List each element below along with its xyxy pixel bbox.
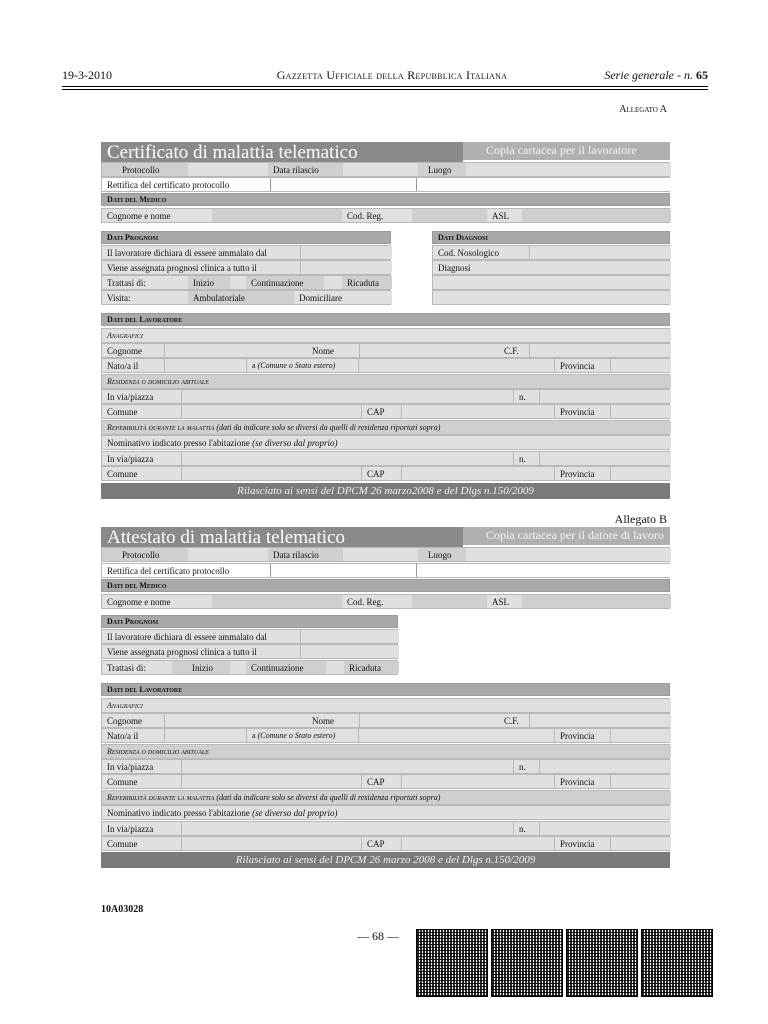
barcode-image xyxy=(491,929,563,997)
visita-label: Visita: xyxy=(102,291,188,304)
cognome-row xyxy=(101,343,670,358)
cf-field[interactable] xyxy=(529,714,671,727)
luogo-field[interactable] xyxy=(466,163,671,176)
provincia-field[interactable] xyxy=(610,405,671,418)
luogo-nascita-field[interactable] xyxy=(358,359,554,372)
comune-row xyxy=(101,774,670,789)
cap-label: CAP xyxy=(361,405,401,418)
cognome-field[interactable] xyxy=(164,714,307,727)
reperibilita-label: Reperibilità durante la malattia (dati da indicare solo se diversi da quelli di residenza riportati sopra) xyxy=(102,421,671,434)
numero-field[interactable] xyxy=(539,452,671,465)
comune-stato-label: a (Comune o Stato estero) xyxy=(246,729,358,742)
via-row xyxy=(101,389,670,404)
cap-field[interactable] xyxy=(401,467,554,480)
in-via-field[interactable] xyxy=(181,760,513,773)
residenza-label: Residenza o domicilio abituale xyxy=(102,375,671,388)
cognome-label: Cognome xyxy=(102,344,164,357)
rettifica-field[interactable] xyxy=(270,564,417,577)
asl-field[interactable] xyxy=(522,209,671,222)
cognome-nome-field[interactable] xyxy=(212,595,342,608)
provincia-field[interactable] xyxy=(610,467,671,480)
diagnosi-row-1 xyxy=(432,245,670,260)
section-dati-medico: Dati del Medico xyxy=(101,193,670,206)
dichiara-field[interactable] xyxy=(300,630,399,643)
rettifica-field[interactable] xyxy=(270,178,417,191)
medico-row xyxy=(101,594,670,609)
attestato-form xyxy=(101,527,670,870)
nome-field[interactable] xyxy=(359,714,499,727)
section-dati-prognosi: Dati Prognosi xyxy=(101,615,398,628)
in-via-label: In via/piazza xyxy=(102,390,181,403)
cf-field[interactable] xyxy=(529,344,671,357)
nominativo-label: Nominativo indicato presso l'abitazione (se diverso dal proprio) xyxy=(102,806,402,819)
comune-label: Comune xyxy=(102,775,181,788)
diagnosi-label: Diagnosi xyxy=(433,261,671,274)
dichiara-label: Il lavoratore dichiara di essere ammalato dal xyxy=(102,630,300,643)
cognome-nome-label: Cognome e nome xyxy=(102,595,212,608)
barcode-image xyxy=(641,929,713,997)
luogo-nascita-field[interactable] xyxy=(358,729,554,742)
section-dati-medico: Dati del Medico xyxy=(101,579,670,592)
rettifica-row xyxy=(101,177,670,192)
nato-il-field[interactable] xyxy=(164,359,246,372)
rettifica-row xyxy=(101,563,670,578)
copy-note: Copia cartacea per il lavoratore xyxy=(463,142,670,160)
cod-nosologico-field[interactable] xyxy=(529,246,671,259)
provincia-field[interactable] xyxy=(610,359,671,372)
header-journal: Gazzetta Ufficiale della Repubblica Italiana xyxy=(276,68,508,82)
reperibilita-row xyxy=(101,790,670,805)
rettifica-label: Rettifica del certificato protocollo xyxy=(102,564,270,577)
via-row-2 xyxy=(101,821,670,836)
diagnosi-row-4[interactable] xyxy=(432,290,670,305)
data-rilascio-label: Data rilascio xyxy=(268,163,343,176)
in-via-field[interactable] xyxy=(181,822,513,835)
provincia-label: Provincia xyxy=(554,467,610,480)
reperibilita-label: Reperibilità durante la malattia (dati da indicare solo se diversi da quelli di residenza riportati sopra) xyxy=(102,791,671,804)
allegato-a-label: Allegato A xyxy=(619,104,667,115)
comune-label: Comune xyxy=(102,467,181,480)
empty-cell xyxy=(230,661,246,674)
barcode-image xyxy=(416,929,488,997)
comune-field[interactable] xyxy=(181,467,361,480)
data-rilascio-label: Data rilascio xyxy=(268,548,343,561)
nominativo-row xyxy=(101,435,670,450)
barcode-image xyxy=(566,929,638,997)
anagrafici-row xyxy=(101,328,670,343)
cod-reg-label: Cod. Reg. xyxy=(342,209,412,222)
medico-row xyxy=(101,208,670,223)
cognome-nome-field[interactable] xyxy=(212,209,342,222)
trattasi-label: Trattasi di: xyxy=(102,661,188,674)
numero-field[interactable] xyxy=(539,760,671,773)
numero-field[interactable] xyxy=(539,390,671,403)
header-series: Serie generale - n. 65 xyxy=(604,68,708,82)
empty-cell xyxy=(417,178,671,191)
numero-label: n. xyxy=(513,760,539,773)
nome-field[interactable] xyxy=(359,344,499,357)
empty-cell xyxy=(230,276,246,289)
cap-field[interactable] xyxy=(401,837,554,850)
protocollo-label: Protocollo xyxy=(102,163,188,176)
numero-field[interactable] xyxy=(539,822,671,835)
provincia-field[interactable] xyxy=(610,775,671,788)
protocollo-label: Protocollo xyxy=(102,548,188,561)
nato-row xyxy=(101,728,670,743)
nato-il-label: Nato/a il xyxy=(102,359,164,372)
cap-label: CAP xyxy=(361,775,401,788)
empty-cell xyxy=(417,564,671,577)
comune-stato-label: a (Comune o Stato estero) xyxy=(246,359,358,372)
prognosi-row-2 xyxy=(101,644,398,659)
empty-cell xyxy=(326,661,344,674)
data-rilascio-field[interactable] xyxy=(343,163,418,176)
nato-il-field[interactable] xyxy=(164,729,246,742)
data-rilascio-field[interactable] xyxy=(343,548,418,561)
section-dati-diagnosi: Dati Diagnosi xyxy=(432,231,670,244)
anagrafici-row xyxy=(101,698,670,713)
nominativo-field[interactable] xyxy=(402,436,671,449)
cod-nosologico-label: Cod. Nosologico xyxy=(433,246,529,259)
diagnosi-row-2 xyxy=(432,260,670,275)
comune-label: Comune xyxy=(102,405,181,418)
diagnosi-row-3[interactable] xyxy=(432,275,670,290)
header-rule xyxy=(62,89,708,90)
document-code: 10A03028 xyxy=(101,904,144,915)
protocollo-field[interactable] xyxy=(188,548,268,561)
section-dati-lavoratore: Dati del Lavoratore xyxy=(101,683,670,696)
trattasi-row xyxy=(101,660,398,675)
prognosi-label: Viene assegnata prognosi clinica a tutto il xyxy=(102,261,300,274)
ricaduta-option[interactable]: Ricaduta xyxy=(342,276,392,289)
empty-cell xyxy=(433,276,671,289)
residenza-row xyxy=(101,374,670,389)
provincia-label: Provincia xyxy=(554,405,610,418)
inizio-option[interactable]: Inizio xyxy=(188,276,230,289)
cod-reg-label: Cod. Reg. xyxy=(342,595,412,608)
trattasi-label: Trattasi di: xyxy=(102,276,188,289)
provincia-label: Provincia xyxy=(554,359,610,372)
prognosi-field[interactable] xyxy=(300,645,399,658)
comune-row xyxy=(101,404,670,419)
empty-cell xyxy=(324,276,342,289)
cognome-nome-label: Cognome e nome xyxy=(102,209,212,222)
header-rule xyxy=(62,86,708,87)
nato-row xyxy=(101,358,670,373)
provincia-label: Provincia xyxy=(554,837,610,850)
comune-field[interactable] xyxy=(181,837,361,850)
in-via-field[interactable] xyxy=(181,452,513,465)
cap-field[interactable] xyxy=(401,775,554,788)
domiciliare-option[interactable]: Domiciliare xyxy=(294,291,392,304)
in-via-label: In via/piazza xyxy=(102,822,181,835)
residenza-row xyxy=(101,744,670,759)
cap-field[interactable] xyxy=(401,405,554,418)
luogo-label: Luogo xyxy=(418,163,466,176)
protocollo-field[interactable] xyxy=(188,163,268,176)
section-dati-lavoratore: Dati del Lavoratore xyxy=(101,313,670,326)
asl-field[interactable] xyxy=(522,595,671,608)
prognosi-row-1 xyxy=(101,629,398,644)
empty-cell xyxy=(433,291,671,304)
visita-row xyxy=(101,290,391,305)
numero-label: n. xyxy=(513,452,539,465)
comune-row-2 xyxy=(101,836,670,851)
form-footer: Rilasciato ai sensi del DPCM 26 marzo 2008 e del Dlgs n.150/2009 xyxy=(101,852,670,868)
prognosi-row-2 xyxy=(101,260,391,275)
ambulatoriale-option[interactable]: Ambulatoriale xyxy=(188,291,294,304)
prognosi-label: Viene assegnata prognosi clinica a tutto il xyxy=(102,645,300,658)
provincia-field[interactable] xyxy=(610,729,671,742)
via-row xyxy=(101,759,670,774)
in-via-field[interactable] xyxy=(181,390,513,403)
protocol-row xyxy=(101,162,670,177)
cap-label: CAP xyxy=(361,467,401,480)
cf-label: C.F. xyxy=(499,714,529,727)
comune-field[interactable] xyxy=(181,405,361,418)
in-via-label: In via/piazza xyxy=(102,760,181,773)
form-title: Attestato di malattia telematico xyxy=(101,527,463,549)
provincia-label: Provincia xyxy=(554,729,610,742)
provincia-field[interactable] xyxy=(610,837,671,850)
allegato-b-label: Allegato B xyxy=(614,512,667,526)
inizio-option[interactable]: Inizio xyxy=(172,661,230,674)
in-via-label: In via/piazza xyxy=(102,452,181,465)
cf-label: C.F. xyxy=(499,344,529,357)
certificato-form xyxy=(101,142,670,500)
rettifica-label: Rettifica del certificato protocollo xyxy=(102,178,270,191)
section-dati-prognosi: Dati Prognosi xyxy=(101,231,391,244)
form-footer: Rilasciato ai sensi del DPCM 26 marzo2008 e del Dlgs n.150/2009 xyxy=(101,483,670,499)
luogo-field[interactable] xyxy=(466,548,671,561)
luogo-label: Luogo xyxy=(418,548,466,561)
asl-label: ASL xyxy=(487,595,522,608)
ricaduta-option[interactable]: Ricaduta xyxy=(344,661,399,674)
nome-label: Nome xyxy=(307,344,359,357)
numero-label: n. xyxy=(513,822,539,835)
asl-label: ASL xyxy=(487,209,522,222)
page-number: — 68 — xyxy=(357,929,399,943)
comune-field[interactable] xyxy=(181,775,361,788)
trattasi-row xyxy=(101,275,391,290)
protocol-row xyxy=(101,547,670,562)
nato-il-label: Nato/a il xyxy=(102,729,164,742)
comune-label: Comune xyxy=(102,837,181,850)
dichiara-label: Il lavoratore dichiara di essere ammalato dal xyxy=(102,246,300,259)
cod-reg-field[interactable] xyxy=(412,209,487,222)
cognome-field[interactable] xyxy=(164,344,307,357)
prognosi-row-1 xyxy=(101,245,391,260)
comune-row-2 xyxy=(101,466,670,481)
anagrafici-label: Anagrafici xyxy=(102,699,671,712)
anagrafici-label: Anagrafici xyxy=(102,329,671,342)
continuazione-option[interactable]: Continuazione xyxy=(246,661,326,674)
cap-label: CAP xyxy=(361,837,401,850)
nominativo-label: Nominativo indicato presso l'abitazione (se diverso dal proprio) xyxy=(102,436,402,449)
nome-label: Nome xyxy=(307,714,359,727)
header-date: 19-3-2010 xyxy=(62,68,112,82)
prognosi-field[interactable] xyxy=(300,261,392,274)
copy-note: Copia cartacea per il datore di lavoro xyxy=(463,527,670,545)
cognome-row xyxy=(101,713,670,728)
residenza-label: Residenza o domicilio abituale xyxy=(102,745,671,758)
cognome-label: Cognome xyxy=(102,714,164,727)
continuazione-option[interactable]: Continuazione xyxy=(246,276,324,289)
numero-label: n. xyxy=(513,390,539,403)
dichiara-field[interactable] xyxy=(300,246,392,259)
nominativo-row xyxy=(101,805,670,820)
via-row-2 xyxy=(101,451,670,466)
provincia-label: Provincia xyxy=(554,775,610,788)
form-title: Certificato di malattia telematico xyxy=(101,142,463,164)
reperibilita-row xyxy=(101,420,670,435)
nominativo-field[interactable] xyxy=(402,806,671,819)
cod-reg-field[interactable] xyxy=(412,595,487,608)
